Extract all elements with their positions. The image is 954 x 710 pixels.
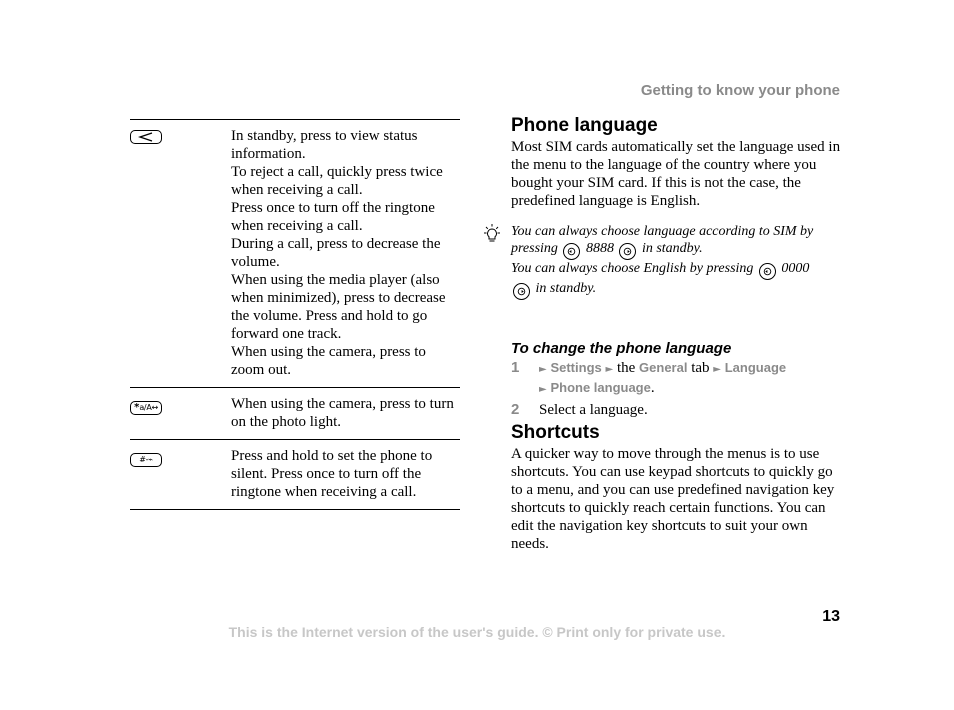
table-row (130, 387, 460, 439)
menu-arrow-icon: ► (539, 384, 547, 395)
menu-arrow-icon: ► (713, 364, 721, 375)
menu-term-settings: Settings (550, 360, 602, 375)
menu-term-phone-language: Phone language (550, 380, 651, 395)
running-header: Getting to know your phone (640, 82, 840, 99)
right-column (511, 114, 843, 553)
key-function-table (130, 119, 460, 510)
procedure-step: 1 ► Settings ► the General tab ► Language ► Phone language. (511, 359, 843, 399)
hash-key-icon: #-⌁ (130, 453, 162, 467)
menu-arrow-icon: ► (539, 364, 547, 375)
key-description: In standby, press to view status information. To reject a call, quickly press twice when receiving a call. Press once to turn off the ringtone when receiving a call. During a call, press to decrease the volume. When using the media player (also when minimized), press to decrease the volume. Press and hold to go forward one track. When using the camera, press to zoom out. (231, 128, 446, 378)
step-number: 2 (511, 401, 520, 418)
section-title-phone-language: Phone language (511, 115, 658, 136)
back-key-icon (130, 130, 162, 144)
table-row (130, 119, 460, 387)
section-title-shortcuts: Shortcuts (511, 422, 600, 443)
procedure-step: 2 Select a language. (511, 401, 648, 418)
tip-note: You can always choose language according to SIM by pressing 8888 in standby. You can always choose English by pressing 0000 in standby. (511, 223, 843, 300)
step-number: 1 (511, 359, 520, 376)
phone-language-body: Most SIM cards automatically set the language used in the menu to the language of the country where you bought your SIM card. If this is not the case, the predefined language is English. (511, 139, 841, 209)
menu-term-language: Language (724, 360, 787, 375)
menu-arrow-icon: ► (605, 364, 614, 375)
lightbulb-icon (481, 223, 503, 245)
nav-left-key-icon (759, 263, 776, 280)
procedure-title: To change the phone language (511, 340, 732, 357)
nav-right-key-icon (619, 243, 636, 260)
key-description: Press and hold to set the phone to silent. Press once to turn off the ringtone when receiving a call. (231, 448, 433, 500)
star-key-icon: * a/A↔ (130, 401, 162, 415)
menu-term-general: General (639, 360, 688, 375)
nav-right-key-icon (513, 283, 530, 300)
shortcuts-body: A quicker way to move through the menus is to use shortcuts. You can use keypad shortcuts to quickly go to a menu, and you can use predefined navigation key shortcuts to quickly reach certain functions. You can edit the navigation key shortcuts to suit your own needs. (511, 446, 835, 552)
nav-left-key-icon (563, 243, 580, 260)
page-number: 13 (822, 608, 840, 625)
footer-note: This is the Internet version of the user's guide. © Print only for private use. (228, 624, 726, 640)
table-row (130, 439, 460, 510)
key-description: When using the camera, press to turn on the photo light. (231, 396, 454, 430)
